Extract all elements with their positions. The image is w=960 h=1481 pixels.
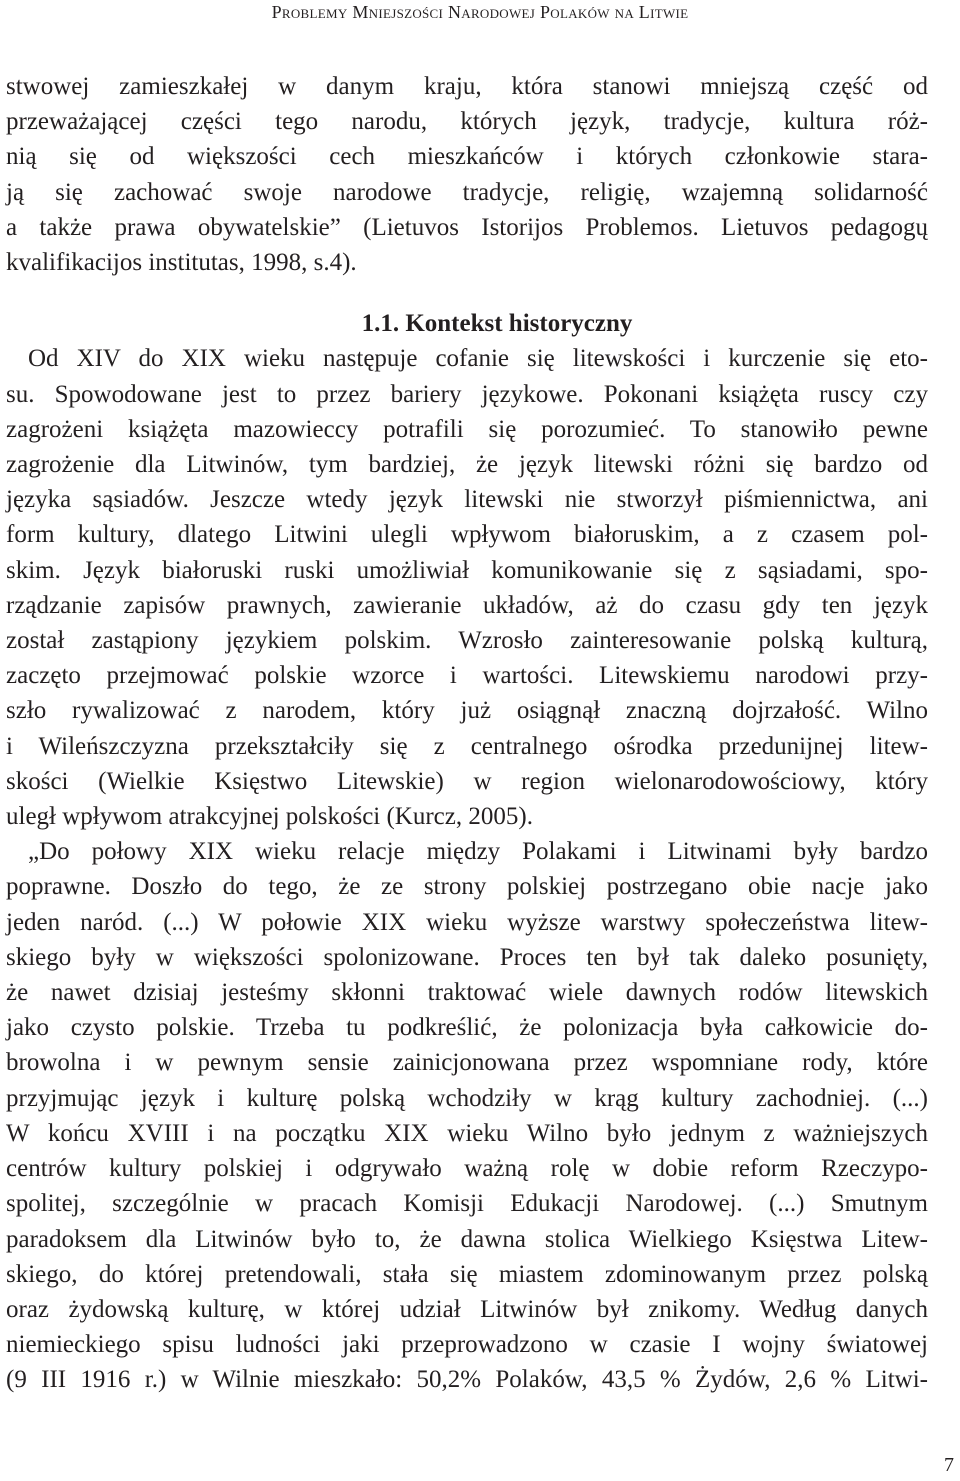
text-line: jeden naród. (...) W połowie XIX wieku wyższe warstwy społeczeństwa litew- [6, 908, 928, 936]
text-line: szło rywalizować z narodem, który już osiągnął znaczną dojrzałość. Wilno [6, 697, 928, 725]
text-line: poprawne. Doszło do tego, że ze strony polskiej postrzegano obie nacje jako [6, 873, 928, 901]
text-line: skiego, do której pretendowali, stała się miastem zdominowanym przez polską [6, 1260, 928, 1288]
text-line: browolna i w pewnym sensie zainicjonowana przez wspomniane rody, które [6, 1049, 928, 1077]
text-line: zagrożenie dla Litwinów, tym bardziej, że język litewski różni się bardzo od [6, 451, 928, 479]
text-line: form kultury, dlatego Litwini ulegli wpływom białoruskim, a z czasem pol- [6, 521, 928, 549]
text-line: języka sąsiadów. Jeszcze wtedy język litewski nie stworzył piśmiennictwa, ani [6, 486, 928, 514]
text-line: zaczęto przejmować polskie wzorce i wartości. Litewskiemu narodowi przy- [6, 662, 928, 690]
text-line: paradoksem dla Litwinów było to, że dawna stolica Wielkiego Księstwa Litew- [6, 1225, 928, 1253]
text-line: oraz żydowską kulturę, w której udział Litwinów był znikomy. Według danych [6, 1295, 928, 1323]
text-line: stwowej zamieszkałej w danym kraju, która stanowi mniejszą część od [6, 73, 928, 100]
text-line: ją się zachować swoje narodowe tradycje, religię, wzajemną solidarność [6, 178, 928, 206]
text-line: skiego były w większości spolonizowane. Proces ten był tak daleko posunięty, [6, 943, 928, 971]
text-line: uległ wpływom atrakcyjnej polskości (Kurcz, 2005). [6, 803, 533, 831]
paragraph-1 [6, 69, 928, 280]
text-line: su. Spowodowane jest to przez bariery językowe. Pokonani książęta ruscy czy [6, 380, 928, 408]
text-line: (9 III 1916 r.) w Wilnie mieszkało: 50,2% Polaków, 43,5 % Żydów, 2,6 % Litwi- [6, 1366, 928, 1394]
text-line: niemieckiego spisu ludności jaki przeprowadzono w czasie I wojny światowej [6, 1331, 928, 1359]
text-line: został zastąpiony językiem polskim. Wzrosło zainteresowanie polską kulturą, [6, 627, 928, 655]
text-line: kvalifikacijos institutas, 1998, s.4). [6, 249, 357, 277]
text-line: rządzanie zapisów prawnych, zawieranie układów, aż do czasu gdy ten język [6, 591, 928, 619]
text-line: i Wileńszczyzna przekształciły się z centralnego ośrodka przedunijnej litew- [6, 732, 928, 760]
running-head: Problemy Mniejszości Narodowej Polaków na Litwie [271, 2, 689, 22]
section-heading: 1.1. Kontekst historyczny [361, 310, 633, 338]
text-line: centrów kultury polskiej i odgrywało ważną rolę w dobie reform Rzeczypo- [6, 1155, 928, 1183]
page-number: 7 [944, 1454, 954, 1476]
paragraph-2 [6, 341, 928, 834]
text-line: zagrożeni książęta mazowieccy potrafili się porozumieć. To stanowiło pewne [6, 415, 928, 443]
text-line: W końcu XVIII i na początku XIX wieku Wilno było jednym z ważniejszych [6, 1119, 928, 1147]
text-line: skości (Wielkie Księstwo Litewskie) w region wielonarodowościowy, który [6, 767, 928, 795]
text-line: przeważającej części tego narodu, których język, tradycje, kultura róż- [6, 108, 928, 136]
text-line: że nawet dzisiaj jesteśmy skłonni traktować wiele dawnych rodów litewskich [6, 979, 928, 1007]
paragraph-3-quotation [6, 834, 928, 1397]
text-line: spolitej, szczególnie w pracach Komisji Edukacji Narodowej. (...) Smutnym [6, 1190, 928, 1218]
text-line: przyjmując język i kulturę polską wchodziły w krąg kultury zachodniej. (...) [6, 1084, 928, 1112]
text-line: Od XIV do XIX wieku następuje cofanie się litewskości i kurczenie się eto- [28, 345, 928, 373]
text-line: skim. Język białoruski ruski umożliwiał komunikowanie się z sąsiadami, spo- [6, 556, 928, 584]
page-body [6, 69, 928, 1398]
text-line: jako czysto polskie. Trzeba tu podkreślić, że polonizacja była całkowicie do- [6, 1014, 928, 1042]
text-line: nią się od większości cech mieszkańców i których członkowie stara- [6, 143, 928, 171]
text-line: „Do połowy XIX wieku relacje między Polakami i Litwinami były bardzo [28, 838, 928, 866]
text-line: a także prawa obywatelskie” (Lietuvos Istorijos Problemos. Lietuvos pedagogų [6, 213, 928, 241]
